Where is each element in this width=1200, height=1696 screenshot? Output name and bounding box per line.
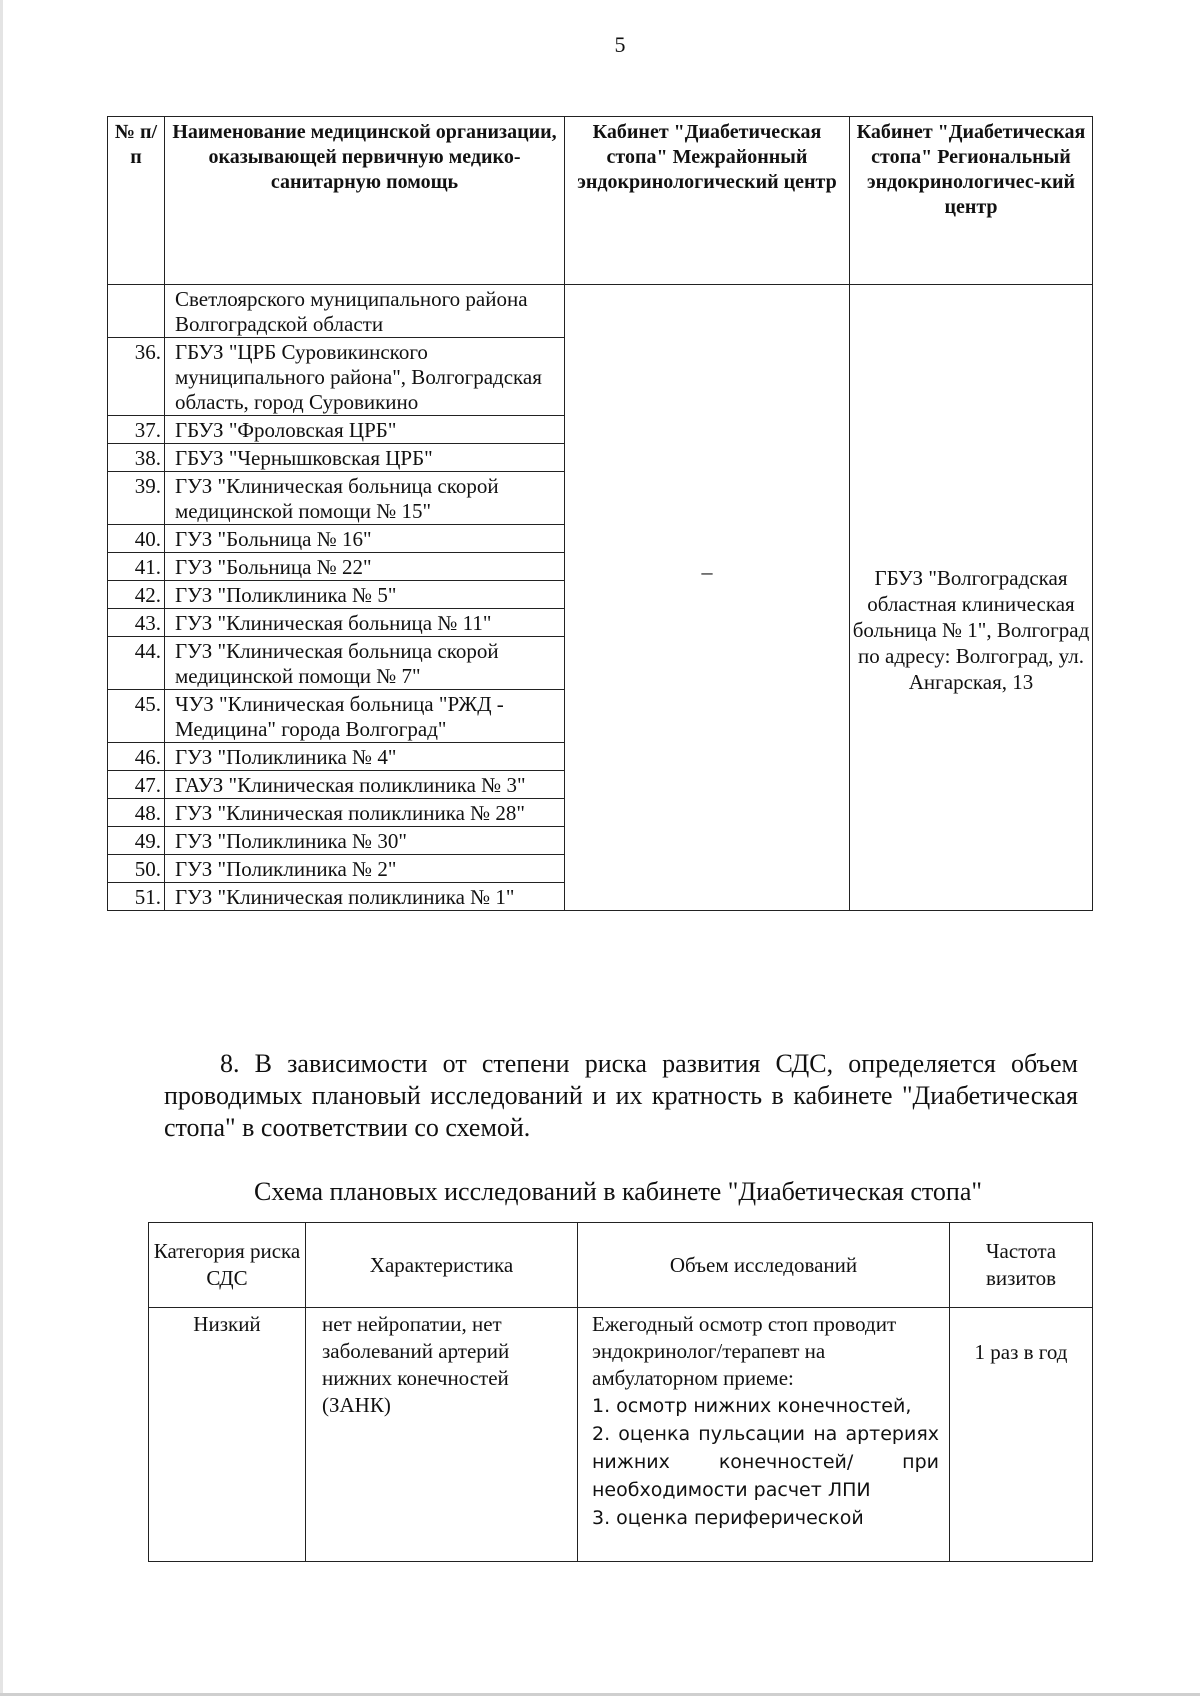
volume-item: 3. оценка периферической [592, 1507, 864, 1529]
paragraph-8 [164, 1048, 1078, 1144]
table-row [149, 1308, 1093, 1562]
organization-name: ГУЗ "Клиническая поликлиника № 1" [165, 883, 565, 911]
row-number: 38. [108, 444, 165, 472]
organization-name: ГУЗ "Поликлиника № 4" [165, 743, 565, 771]
scan-edge [0, 0, 3, 1696]
row-number: 46. [108, 743, 165, 771]
header-num: № п/п [108, 117, 165, 285]
organization-name: ГУЗ "Клиническая поликлиника № 28" [165, 799, 565, 827]
organization-name: ГУЗ "Больница № 16" [165, 525, 565, 553]
row-number: 47. [108, 771, 165, 799]
organization-name: ГУЗ "Больница № 22" [165, 553, 565, 581]
paragraph-text: 8. В зависимости от степени риска развития СДС, определяется объем проводимых плановый исследований и их кратность в кабинете "Диабетическая стопа" в соответствии со схемой. [164, 1049, 1078, 1142]
row-number: 50. [108, 855, 165, 883]
header-interdistrict: Кабинет "Диабетическая стопа" Межрайонный эндокринологический центр [565, 117, 850, 285]
organizations-table [107, 116, 1093, 911]
risk-category: Низкий [149, 1308, 306, 1562]
organizations-table-body [108, 285, 1093, 911]
visit-frequency: 1 раз в год [950, 1308, 1093, 1562]
row-number: 42. [108, 581, 165, 609]
row-number: 51. [108, 883, 165, 911]
row-number [108, 285, 165, 338]
header-regional: Кабинет "Диабетическая стопа" Региональный эндокринологичес-кий центр [850, 117, 1093, 285]
organization-name: ГАУЗ "Клиническая поликлиника № 3" [165, 771, 565, 799]
regional-center-cell: ГБУЗ "Волгоградская областная клиническая больница № 1", Волгоград по адресу: Волгоград, ул. Ангарская, 13 [850, 285, 1093, 911]
organization-name: ЧУЗ "Клиническая больница "РЖД - Медицина" города Волгоград" [165, 690, 565, 743]
volume-item: 2. оценка пульсации на артериях нижних конечностей/ при необходимости расчет ЛПИ [592, 1423, 939, 1501]
examinations-table-header [149, 1223, 1093, 1308]
organization-name: ГУЗ "Клиническая больница скорой медицинской помощи № 7" [165, 637, 565, 690]
row-number: 48. [108, 799, 165, 827]
row-number: 37. [108, 416, 165, 444]
organization-name: ГУЗ "Поликлиника № 30" [165, 827, 565, 855]
row-number: 36. [108, 338, 165, 416]
row-number: 41. [108, 553, 165, 581]
row-number: 40. [108, 525, 165, 553]
organization-name: Светлоярского муниципального района Волгоградской области [165, 285, 565, 338]
table-row [108, 285, 1093, 338]
page-number: 5 [614, 32, 626, 57]
volume-intro: Ежегодный осмотр стоп проводит эндокринолог/терапевт на амбулаторном приеме: [592, 1312, 897, 1390]
interdistrict-center-cell: – [565, 285, 850, 911]
row-number: 45. [108, 690, 165, 743]
volume-item: 1. осмотр нижних конечностей, [592, 1395, 912, 1417]
organization-name: ГУЗ "Клиническая больница № 11" [165, 609, 565, 637]
header-org: Наименование медицинской организации, оказывающей первичную медико-санитарную помощь [165, 117, 565, 285]
organization-name: ГБУЗ "Фроловская ЦРБ" [165, 416, 565, 444]
organizations-table-header [108, 117, 1093, 285]
row-number: 44. [108, 637, 165, 690]
organization-name: ГУЗ "Поликлиника № 2" [165, 855, 565, 883]
organization-name: ГБУЗ "Чернышковская ЦРБ" [165, 444, 565, 472]
examination-volume [578, 1308, 950, 1562]
examinations-table [148, 1222, 1093, 1562]
organization-name: ГУЗ "Поликлиника № 5" [165, 581, 565, 609]
header-characteristic: Характеристика [306, 1223, 578, 1308]
row-number: 39. [108, 472, 165, 525]
header-volume: Объем исследований [578, 1223, 950, 1308]
row-number: 49. [108, 827, 165, 855]
risk-characteristic: нет нейропатии, нет заболеваний артерий нижних конечностей (ЗАНК) [306, 1308, 578, 1562]
header-category: Категория риска СДС [149, 1223, 306, 1308]
organization-name: ГБУЗ "ЦРБ Суровикинского муниципального района", Волгоградская область, город Суровикино [165, 338, 565, 416]
row-number: 43. [108, 609, 165, 637]
header-frequency: Частота визитов [950, 1223, 1093, 1308]
schema-title: Схема плановых исследований в кабинете "Диабетическая стопа" [254, 1177, 982, 1206]
organization-name: ГУЗ "Клиническая больница скорой медицинской помощи № 15" [165, 472, 565, 525]
